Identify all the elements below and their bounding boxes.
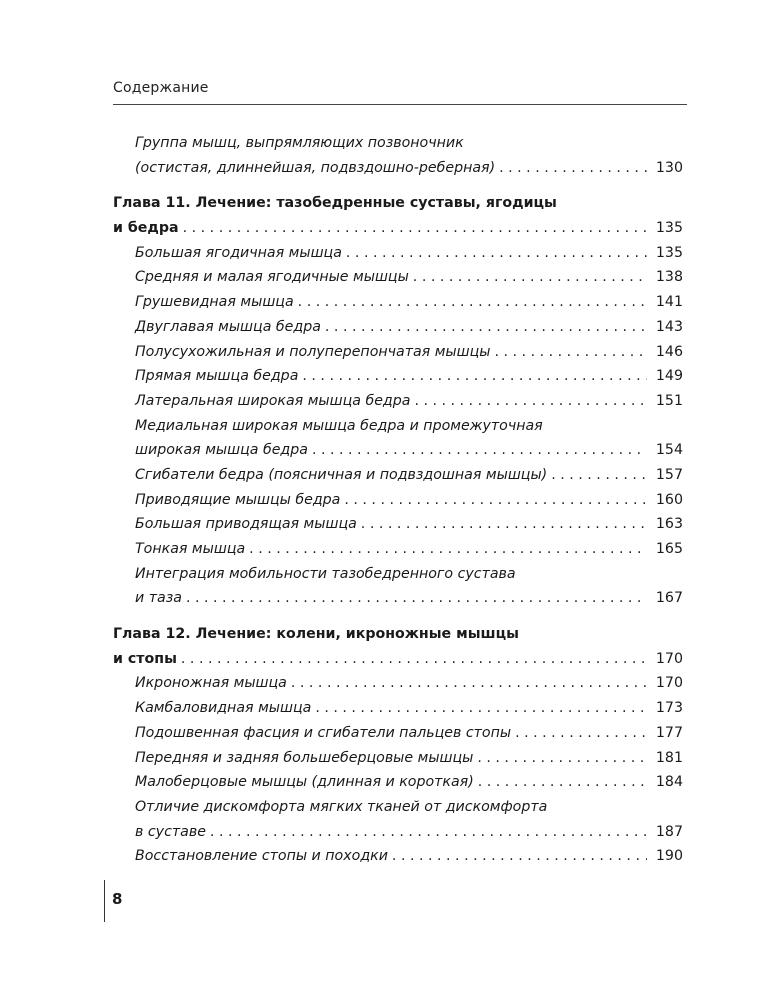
- toc-leader-dots: [478, 770, 647, 795]
- toc-page-number: 170: [655, 675, 683, 692]
- toc-leader-dots: [551, 463, 647, 488]
- toc-entry-title: Двуглавая мышца бедра: [135, 318, 321, 335]
- toc-chapter-line: [113, 191, 683, 216]
- toc-leader-dots: [181, 647, 647, 672]
- toc-entry-title: Интеграция мобильности тазобедренного сустава: [135, 565, 516, 582]
- toc-page-number: 149: [655, 368, 683, 385]
- toc-leader-dots: [346, 241, 647, 266]
- toc-leader-dots: [413, 265, 647, 290]
- toc-entry-line: [113, 241, 683, 266]
- toc-entry-title: в суставе: [135, 823, 206, 840]
- toc-page-number: 157: [655, 466, 683, 483]
- toc-page-number: 173: [655, 700, 683, 717]
- toc-page-number: 160: [655, 491, 683, 508]
- footer-bar: [104, 880, 105, 922]
- toc-entry-title: Передняя и задняя большеберцовые мышцы: [135, 749, 474, 766]
- toc-page-number: 165: [655, 541, 683, 557]
- toc-page-number: 170: [655, 650, 683, 667]
- toc-entry-title: Малоберцовые мышцы (длинная и короткая): [135, 774, 474, 791]
- toc-entry-line: [113, 463, 683, 488]
- toc-page-number: 190: [655, 848, 683, 865]
- table-of-contents: [113, 131, 683, 869]
- toc-entry-line: [113, 156, 683, 181]
- toc-leader-dots: [210, 820, 647, 845]
- toc-entry-line: [113, 438, 683, 463]
- toc-entry-line: [113, 696, 683, 721]
- toc-entry-title: Икроножная мышца: [135, 675, 287, 692]
- toc-entry-line: [113, 537, 683, 562]
- toc-page-number: 163: [655, 516, 683, 533]
- toc-leader-dots: [291, 671, 647, 696]
- toc-entry-title: Большая ягодичная мышца: [135, 244, 342, 261]
- toc-entry-line: [113, 488, 683, 513]
- toc-entry-title: Грушевидная мышца: [135, 294, 294, 311]
- toc-entry-line: [113, 131, 683, 156]
- toc-entry-title: и таза: [135, 590, 182, 607]
- toc-leader-dots: [344, 488, 647, 513]
- toc-page-number: 167: [655, 590, 683, 607]
- toc-entry-title: Сгибатели бедра (поясничная и подвздошная мышцы): [135, 466, 548, 483]
- toc-entry-line: [113, 844, 683, 869]
- toc-entry-line: [113, 671, 683, 696]
- toc-entry-line: [113, 315, 683, 340]
- toc-page-number: 151: [655, 392, 683, 409]
- toc-entry-title: Латеральная широкая мышца бедра: [135, 392, 411, 409]
- running-header: Содержание: [113, 80, 209, 96]
- toc-leader-dots: [302, 364, 647, 389]
- toc-entry-line: [113, 414, 683, 439]
- toc-page-number: 184: [655, 774, 683, 791]
- toc-leader-dots: [183, 216, 647, 241]
- toc-entry-title: Полусухожильная и полуперепончатая мышцы: [135, 343, 491, 360]
- toc-entry-title: Глава 12. Лечение: колени, икроножные мышцы: [113, 626, 519, 643]
- toc-entry-title: Медиальная широкая мышца бедра и промежуточная: [135, 417, 543, 434]
- toc-entry-title: Группа мышц, выпрямляющих позвоночник: [135, 135, 464, 151]
- toc-entry-title: Камбаловидная мышца: [135, 700, 312, 717]
- toc-chapter-line: [113, 647, 683, 672]
- toc-leader-dots: [298, 290, 647, 315]
- toc-leader-dots: [315, 696, 647, 721]
- toc-entry-title: Восстановление стопы и походки: [135, 848, 388, 865]
- toc-leader-dots: [361, 512, 647, 537]
- toc-entry-line: [113, 770, 683, 795]
- toc-page-number: 146: [655, 343, 683, 360]
- toc-entry-line: [113, 340, 683, 365]
- toc-page-number: 187: [655, 823, 683, 840]
- toc-entry-title: Подошвенная фасция и сгибатели пальцев стопы: [135, 724, 512, 741]
- toc-entry-line: [113, 364, 683, 389]
- toc-leader-dots: [515, 721, 647, 746]
- header-divider: [113, 104, 687, 105]
- toc-leader-dots: [494, 340, 647, 365]
- toc-chapter-line: [113, 216, 683, 241]
- toc-entry-line: [113, 746, 683, 771]
- toc-entry-title: Средняя и малая ягодичные мышцы: [135, 269, 409, 286]
- toc-leader-dots: [392, 844, 647, 869]
- toc-page-number: 154: [655, 442, 683, 459]
- toc-entry-title: Отличие дискомфорта мягких тканей от дискомфорта: [135, 798, 548, 815]
- toc-entry-line: [113, 721, 683, 746]
- toc-leader-dots: [477, 746, 647, 771]
- toc-entry-line: [113, 389, 683, 414]
- toc-page-number: 138: [655, 269, 683, 286]
- toc-entry-title: широкая мышца бедра: [135, 442, 308, 459]
- toc-entry-title: и стопы: [113, 650, 177, 667]
- toc-page-number: 130: [655, 159, 683, 176]
- toc-leader-dots: [499, 156, 647, 181]
- toc-entry-line: [113, 512, 683, 537]
- toc-page-number: 135: [655, 244, 683, 261]
- toc-entry-line: [113, 562, 683, 587]
- toc-entry-title: (остистая, длиннейшая, подвздошно-реберная): [135, 159, 496, 176]
- toc-entry-line: [113, 795, 683, 820]
- toc-entry-line: [113, 290, 683, 315]
- toc-leader-dots: [249, 537, 647, 562]
- toc-page-number: 177: [655, 724, 683, 741]
- toc-entry-title: Тонкая мышца: [135, 541, 246, 557]
- toc-chapter-line: [113, 622, 683, 647]
- toc-entry-line: [113, 586, 683, 611]
- toc-leader-dots: [414, 389, 647, 414]
- page-number: 8: [112, 890, 123, 908]
- toc-entry-title: Большая приводящая мышца: [135, 516, 357, 533]
- toc-page-number: 181: [655, 749, 683, 766]
- toc-entry-line: [113, 265, 683, 290]
- toc-leader-dots: [186, 586, 647, 611]
- toc-page-number: 135: [655, 220, 683, 237]
- toc-entry-line: [113, 820, 683, 845]
- toc-entry-title: Глава 11. Лечение: тазобедренные суставы, ягодицы: [113, 195, 557, 212]
- toc-page-number: 141: [655, 294, 683, 311]
- toc-entry-title: Приводящие мышцы бедра: [135, 491, 341, 508]
- toc-page-number: 143: [655, 318, 683, 335]
- toc-leader-dots: [325, 315, 647, 340]
- toc-leader-dots: [312, 438, 647, 463]
- toc-entry-title: и бедра: [113, 220, 179, 237]
- toc-entry-title: Прямая мышца бедра: [135, 368, 299, 385]
